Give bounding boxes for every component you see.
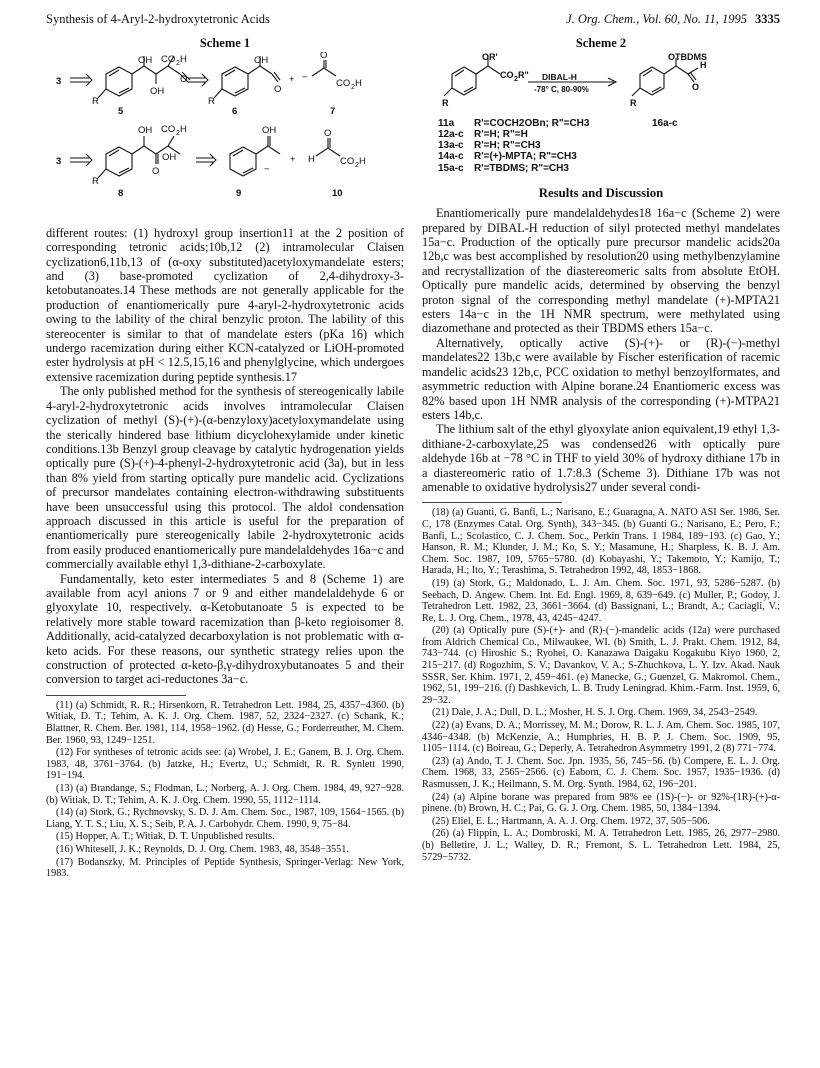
header-title: Synthesis of 4-Aryl-2-hydroxytetronic Acids (46, 12, 270, 26)
svg-text:H: H (308, 154, 315, 166)
compound-label-7: 7 (330, 106, 336, 118)
atom-co2h: CO (161, 54, 176, 66)
compound-row: 12a-c R'=H; R"=H (438, 129, 528, 141)
right-paragraph-3: The lithium salt of the ethyl glyoxylate anion equivalent,19 ethyl 1,3-dithiane-2-carboxylate,25 was condensed26 with optically pure aldehyde 16b at −78 °C in THF to yield 30% of hydroxy dithiane 17b in a diastereomeric ratio of 1.7:8.3 (Scheme 3). Dithiane 17b was not amenable to oxidative hydrolysis27 under several condi- (422, 422, 780, 494)
left-paragraph-2: The only published method for the synthesis of stereogenically labile 4-aryl-2-hydroxytetronic acids involves intramolecular Claisen cyclization of methyl (S)-(+)-(α-benzyloxy)acetyloxymandelate using the sterically hindered base lithium dicyclohexylamide under kinetic conditions.13b Benzyl group cleavage by catalytic hydrogenation yields optically pure (S)-(+)-4-phenyl-2-hydroxytetronic acid (3a), but in less than 8% yield from starting optically pure mandelic acid. Cyclizations of precursor mandelates containing electron-withdrawing substituents have been unsuccessful using this protocol. The aldol condensation approach discussed in this article is useful for the preparation of enantiomerically pure stereogenically labile 2-hydroxytetronic acids from easily produced enantiomerically pure mandelaldehydes 16a−c and commercially available ethyl 1,3-dithiane-2-carboxylate. (46, 384, 404, 572)
svg-text:CO: CO (336, 78, 351, 90)
scheme2-drawing (422, 52, 780, 114)
footnote-25: (25) Eliel, E. L.; Hartmann, A. A. J. Org. Chem. 1972, 37, 505−506. (432, 815, 710, 827)
footnote-17: (17) Bodanszky, M. Principles of Peptide Synthesis, Springer-Verlag: New York, 1983. (46, 856, 404, 880)
svg-text:O: O (274, 84, 282, 96)
svg-text:R: R (208, 96, 215, 108)
svg-text:R": R" (518, 70, 529, 81)
footnote-divider (46, 695, 186, 696)
right-column (422, 36, 780, 864)
svg-text:2: 2 (355, 162, 359, 170)
footnote-18: (18) (a) Guanti, G. Banfi, L.; Narisano, E.; Guaragna, A. NATO ASI Ser. 1986, Ser. C, 178 (Enzymes Catal. Org. Synth), 343−345. (b) Guanti G.; Narisano, E.; Pero, F.; Banfi, L.; Scolastico, C. J. Chem. Soc., Perkin Trans. 1 1984, 189−193. (c) Gao, Y.; Hanson, R. M.; Klunder, J. M.; Ko, S. Y.; Masamune, H.; Sharpless, K. B. J. Am. Chem. Soc. 1987, 109, 5765−5780. (d) Kobayashi, Y.; Takemoto, Y.; Kamijo, T.; Harada, H.; Ito, Y.; Terashima, S. Tetrahedron 1992, 48, 1853−1868. (422, 507, 780, 577)
svg-text:H: H (180, 124, 187, 136)
svg-text:2: 2 (176, 130, 180, 138)
svg-text:R: R (630, 98, 637, 109)
scheme1-figure (46, 52, 404, 225)
svg-text:OH: OH (162, 152, 177, 164)
svg-text:−: − (302, 72, 308, 84)
compound-label-9: 9 (236, 188, 242, 200)
compound-label-8: 8 (118, 188, 124, 200)
right-paragraph-2: Alternatively, optically active (S)-(+)- or (R)-(−)-methyl mandelates22 13b,c were available by Fischer esterification of racemic mandelic acids23 12b,c, PCC oxidation to methyl benzoylformates, and asymmetric reduction with Alpine borane.24 Enantiomeric excess was 82% based upon 1H NMR analysis of the corresponding (+)-MTPA21 esters 14b,c. (422, 335, 780, 422)
scheme2-title: Scheme 2 (575, 36, 627, 50)
svg-text:2: 2 (176, 60, 180, 68)
svg-text:OH: OH (138, 125, 153, 137)
svg-text:2: 2 (351, 84, 355, 92)
svg-text:OH: OH (262, 125, 277, 137)
compound-label-10: 10 (332, 188, 343, 200)
left-paragraph-1: different routes: (1) hydroxyl group insertion11 at the 2 position of corresponding tetronic acids;10b,12 (2) intramolecular Claisen cyclization6,11b,13 of (α-oxy substituted)acetyloxymandelate esters; and (3) base-promoted cyclization of 2,4-dihydroxy-3-ketobutanoates.14 These methods are not generally applicable for the production of enantiomerically pure 4-aryl-2-hydroxytetronic acids owing to the lability of the chiral benzylic proton. The lability of this stereocenter is similar to that of mandelate esters (pKa 16) which undergo racemization during either KCN-catalyzed or LiOH-promoted ester hydrolysis at pH < 12.5,15,16 and phenylglycine, which undergoes extensive racemization during peptide synthesis.17 (46, 225, 404, 384)
footnote-20: (20) (a) Optically pure (S)-(+)- and (R)-(−)-mandelic acids (12a) were purchased from Aldrich Chemical Co., Milwaukee, WI. (b) Smith, L. J. Prakt. Chem. 1912, 84, 743−744. (c) Hiroshic S.; Ryohei, O. Kanazawa Daigaku Kogakubu Kiyo 1960, 2, 215−217. (d) Rogozhim, S. V.; Davankov, V. A.; S-Zhuchkova, L. Y. Izv. Akad. Nauk SSSR, Ser. Khim. 1971, 2, 459−461. (e) Manecke, G.; Guenzel, G. Makromol. Chem., 1962, 51, 199−216. (f) Dashkevich, L. B. Trudy Leningrad. Khim.-Farm. Inst. 1959, 6, 29−32. (422, 625, 780, 706)
svg-text:H: H (355, 78, 362, 90)
atom-or-prime: OR' (482, 52, 498, 63)
svg-text:R: R (442, 98, 449, 109)
svg-text:+: + (289, 74, 295, 86)
atom-oh: OH (138, 55, 153, 67)
svg-text:R: R (92, 176, 99, 188)
compound-label-5: 5 (118, 106, 124, 118)
reagent-label: DIBAL-H (542, 72, 577, 83)
footnote-12: (12) For syntheses of tetronic acids see: (a) Wrobel, J. E.; Ganem, B. J. Org. Chem. 1983, 48, 3761−3764. (b) Jatzke, H.; Evertz, U.; Schmidt, R. R. Synlett 1990, 191−194. (46, 747, 404, 782)
footnote-14: (14) (a) Stork, G.; Rychnovsky, S. D. J. Am. Chem. Soc., 1987, 109, 1564−1565. (b) Liang, Y. T. S.; Liu, X. S.; Seib, P. A. J. Carbohydr. Chem. 1990, 9, 75−84. (46, 807, 404, 830)
svg-text:H: H (180, 54, 187, 66)
svg-text:O: O (320, 52, 328, 62)
atom-oh: OH (150, 86, 165, 98)
scheme2-figure (422, 52, 780, 117)
svg-text:2: 2 (514, 76, 518, 84)
scheme1-drawing (46, 52, 404, 222)
conditions-label: -78° C, 80-90% (534, 85, 589, 95)
svg-text:CO: CO (340, 156, 355, 168)
right-paragraph-1: Enantiomerically pure mandelaldehydes18 16a−c (Scheme 2) were prepared by DIBAL-H reduction of silyl protected methyl mandelates 15a−c. Production of the optically pure precursor mandelic acids20a 12b,c was best accomplished by resolution20 using methylbenzylamine and recrystallization of the diastereomeric salts from absolute EtOH. Optically pure mandelic acids, determined by observing the benzyl proton signal of the corresponding methyl mandelate (+)-MPTA21 esters 14a−c in the 1H NMR spectrum, were methylated using diazomethane and protected as their TBDMS ethers 15a−c. (422, 206, 780, 336)
footnote-11: (11) (a) Schmidt, R. R.; Hirsenkorn, R. Tetrahedron Lett. 1984, 25, 4357−4360. (b) Witiak, D. T.; Tehim, A. K. J. Org. Chem. 1987, 52, 2324−2327. (c) Schank, K.; Blattner, R. Chem. Ber. 1981, 114, 1958−1962. (d) Hesse, G.; Forderreuther, M. Chem. Ber. 1960, 93, 1249−1251. (46, 699, 404, 746)
scheme1-title: Scheme 1 (199, 36, 251, 50)
svg-text:H: H (359, 156, 366, 168)
svg-text:CO: CO (161, 124, 176, 136)
svg-text:R: R (92, 96, 99, 108)
product-label: 16a-c (652, 117, 678, 129)
compound-row: 14a-c R'=(+)-MPTA; R"=CH3 (438, 151, 577, 163)
footnote-13: (13) (a) Brandange, S.; Flodman, L.; Norberg, A. J. Org. Chem. 1984, 49, 927−928. (b) Witiak, D. T.; Tehim, A. K. J. Org. Chem. 1990, 55, 1112−1114. (46, 782, 404, 806)
page-number: 3335 (755, 12, 780, 26)
footnote-23: (23) (a) Ando, T. J. Chem. Soc. Jpn. 1935, 56, 745−56. (b) Compere, E. L. J. Org. Chem. 1968, 33, 2565−2566. (c) Eaborn, C. J. Chem. Soc. 1957, 1935−1936. (d) Rasmussen, J. K.; Heilmann, S. M. Org. Synth. 1984, 62, 196−201. (422, 755, 780, 790)
journal-citation: J. Org. Chem., Vol. 60, No. 11, 1995 (566, 12, 747, 26)
svg-text:H: H (700, 60, 707, 71)
atom-otbdms: OTBDMS (668, 52, 707, 63)
compound-row: 15a-c R'=TBDMS; R"=CH3 (438, 162, 569, 174)
footnote-26: (26) (a) Flippin, L. A.; Dombroski, M. A. Tetrahedron Lett. 1985, 26, 2977−2980. (b) Belletire, J. L.; Walley, D. R.; Fremont, S. L. Tetrahedron Lett. 1984, 25, 5729−5732. (422, 828, 780, 863)
compound-list (438, 118, 589, 174)
svg-text:+: + (290, 154, 296, 166)
scheme1-label-3b: 3 (56, 156, 62, 168)
svg-text:OH: OH (254, 55, 269, 67)
header-journal (566, 12, 780, 27)
footnote-24: (24) (a) Alpine borane was prepared from 98% ee (1S)-(−)- or 92%-(1R)-(+)-α-pinene. (b) Brown, H. C.; Pai, G. G. J. Org. Chem. 1985, 50, 1384−1394. (422, 791, 780, 815)
compound-label-6: 6 (232, 106, 238, 118)
svg-text:−: − (264, 164, 270, 176)
section-title: Results and Discussion (538, 185, 664, 200)
footnote-divider (422, 502, 562, 503)
left-paragraph-3: Fundamentally, keto ester intermediates 5 and 8 (Scheme 1) are available from acyl anions 7 or 9 and either mandelaldehyde 6 or glyoxylate 10, respectively. α-Ketobutanoate 5 is expected to be relatively more stable toward racemization than β-keto regioisomer 8. Additionally, acid-catalyzed decarboxylation is not problematic with α-keto acids. For these reasons, our synthetic strategy relies upon the construction of protected α-keto-β,γ-dihydroxybutanoates 5 and their conversion to target aci-reductones 3a−c. (46, 571, 404, 687)
svg-text:O: O (324, 128, 332, 140)
footnote-19: (19) (a) Stork, G.; Maldonado, L. J. Am. Chem. Soc. 1971, 93, 5286−5287. (b) Seebach, D. Angew. Chem. Int. Ed. Engl. 1969, 8, 639−649. (c) Muller, P.; Godoy, J. Tetrahedron Lett. 1982, 23, 3661−3664. (d) Bassignani, L.; Brandt, A.; Caciagli, V.; Re, L. J. Org. Chem., 1978, 43, 4245−4247. (422, 577, 780, 624)
footnote-16: (16) Whitesell, J. K.; Reynolds, D. J. Org. Chem. 1983, 48, 3548−3551. (56, 843, 349, 855)
svg-text:O: O (152, 166, 160, 178)
footnote-22: (22) (a) Evans, D. A.; Morrissey, M. M.; Dorow, R. L. J. Am. Chem. Soc. 1985, 107, 4346−4348. (b) McKenzie, A.; Humphries, H. B. P. J. Chem. Soc. 1909, 95, 1105−1114. (c) Boireau, G.; Deperly, A. Tetrahedron Asymmetry 1991, 2 (8) 771−774. (422, 720, 780, 755)
svg-text:CO: CO (500, 70, 514, 81)
compound-row: 11a R'=COCH2OBn; R"=CH3 (438, 117, 590, 129)
footnote-15: (15) Hopper, A. T.; Witiak, D. T. Unpublished results. (56, 831, 275, 843)
scheme1-label-3a: 3 (56, 76, 62, 88)
running-header (46, 12, 780, 30)
svg-text:O: O (692, 82, 700, 93)
left-column (46, 36, 404, 881)
svg-text:O: O (180, 74, 188, 86)
footnote-21: (21) Dale, J. A.; Dull, D. L.; Mosher, H. S. J. Org. Chem. 1969, 34, 2543−2549. (432, 707, 758, 719)
compound-row: 13a-c R'=H; R"=CH3 (438, 140, 541, 152)
